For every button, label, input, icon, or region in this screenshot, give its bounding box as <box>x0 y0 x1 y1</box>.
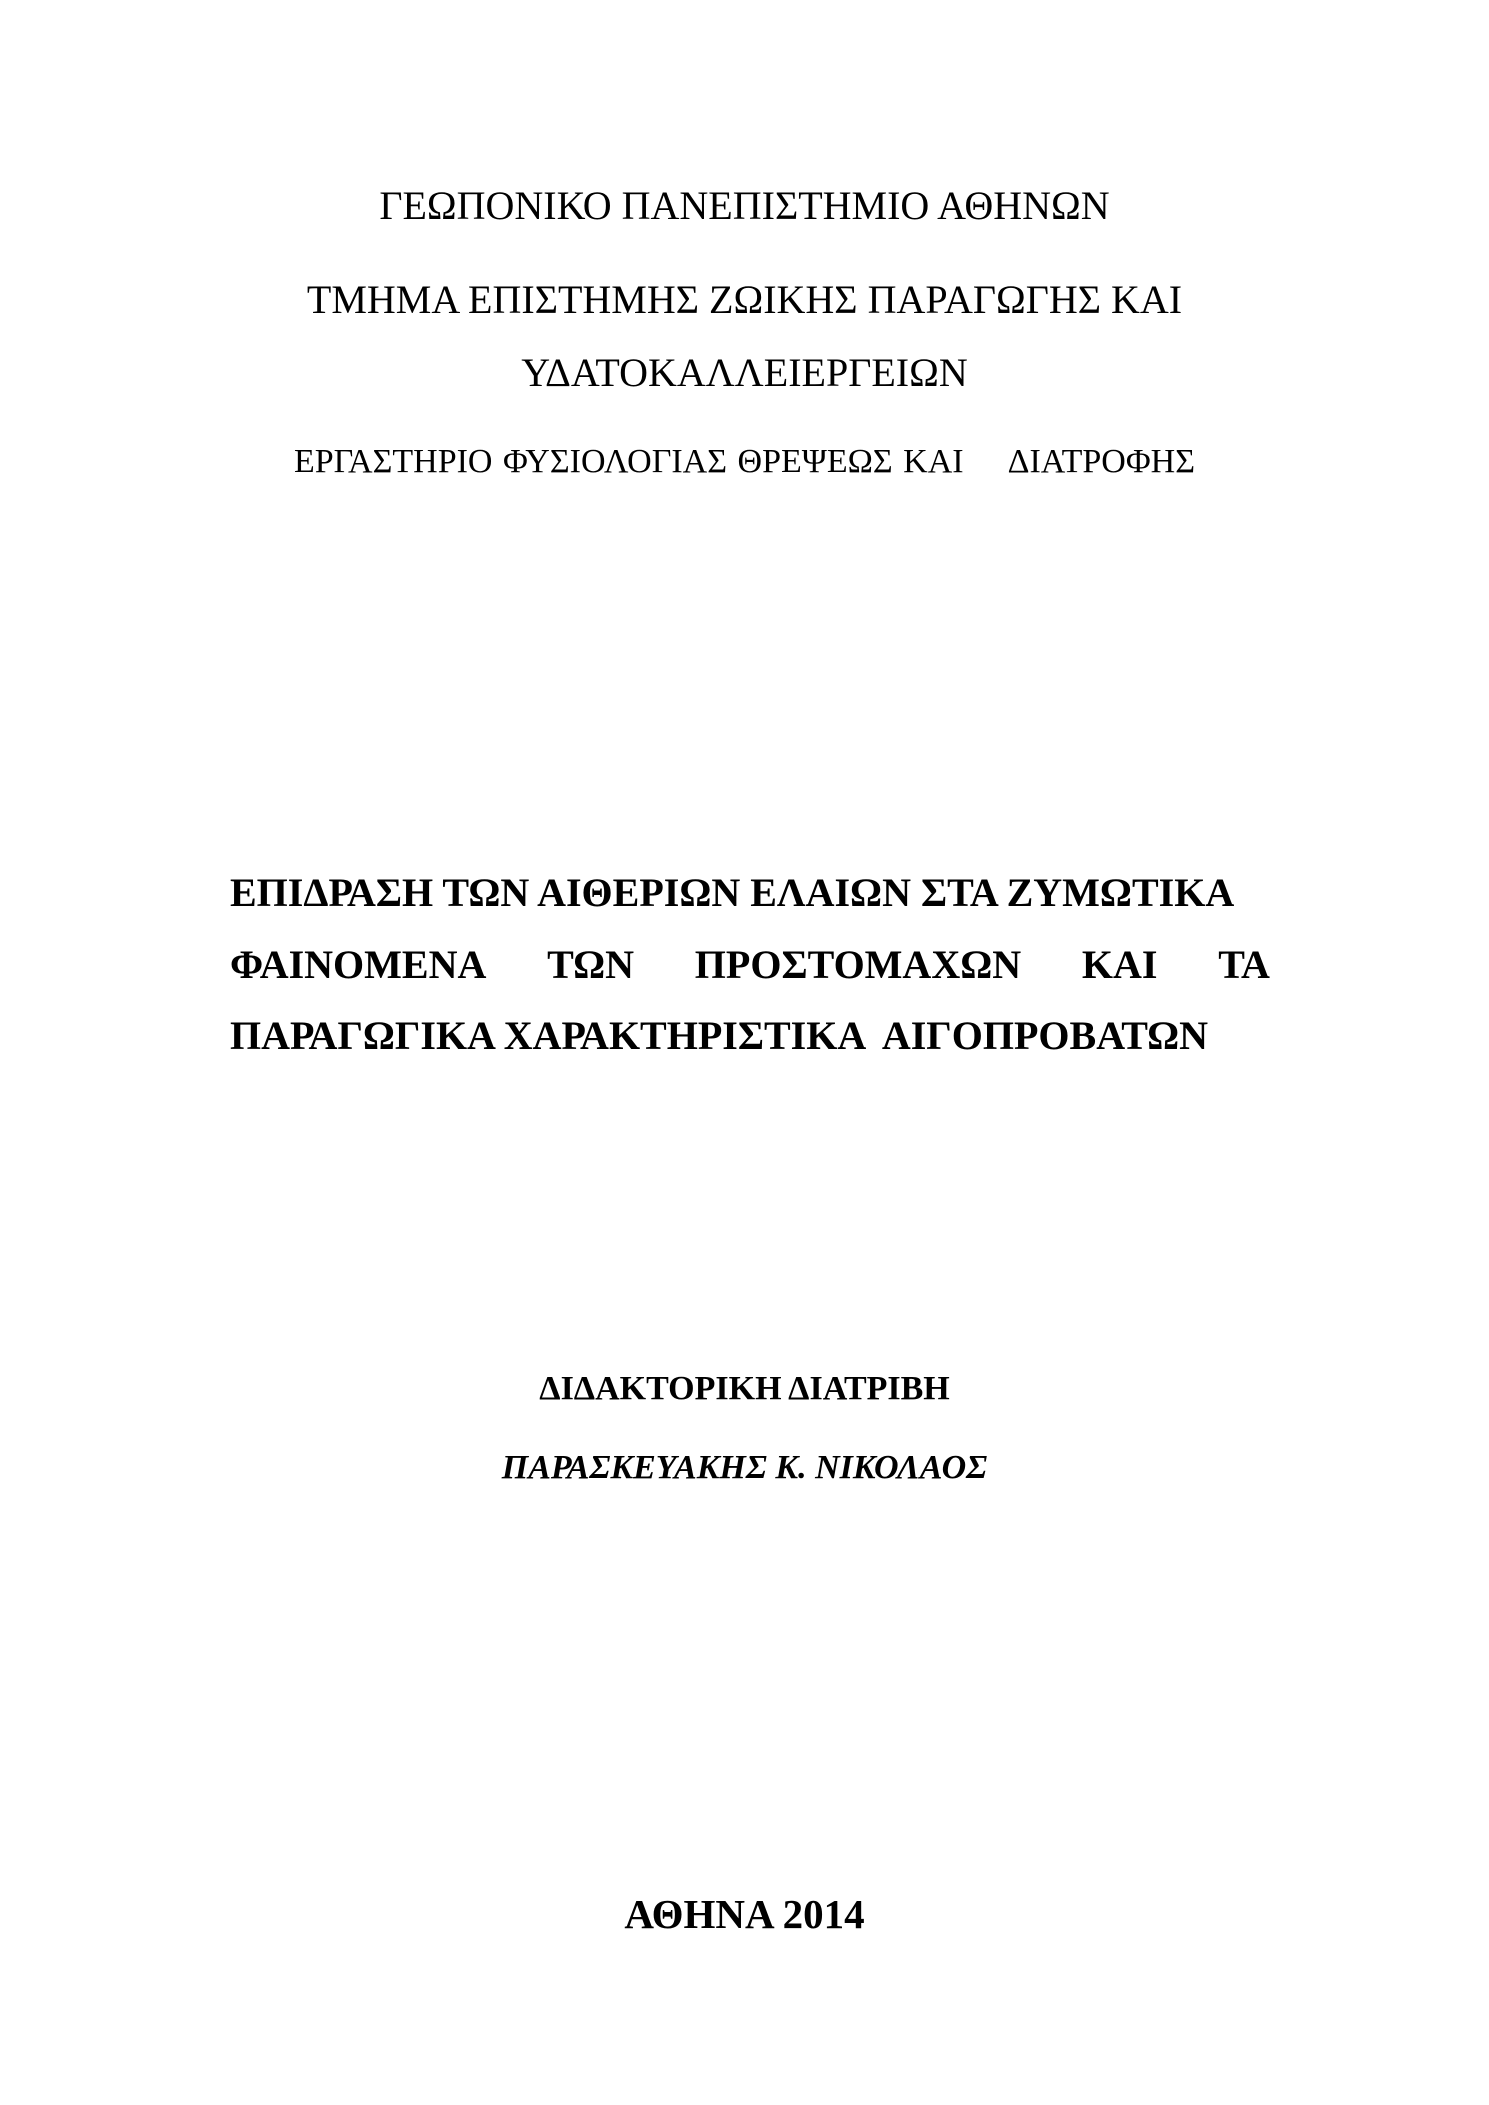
laboratory-name-part2: ΔΙΑΤΡΟΦΗΣ <box>1007 443 1196 480</box>
department-name-line1: ΤΜΗΜΑ ΕΠΙΣΤΗΜΗΣ ΖΩΙΚΗΣ ΠΑΡΑΓΩΓΗΣ ΚΑΙ <box>306 277 1183 322</box>
title-word: ΦΑΙΝΟΜΕΝΑ <box>230 942 487 987</box>
laboratory-name <box>0 445 1489 479</box>
university-name: ΓΕΩΠΟΝΙΚΟ ΠΑΝΕΠΙΣΤΗΜΙΟ ΑΘΗΝΩΝ <box>379 183 1110 228</box>
place-and-year: ΑΘΗΝΑ 2014 <box>624 1891 865 1937</box>
laboratory-name-part1: ΕΡΓΑΣΤΗΡΙΟ ΦΥΣΙΟΛΟΓΙΑΣ ΘΡΕΨΕΩΣ ΚΑΙ <box>293 443 964 480</box>
title-word: ΠΡΟΣΤΟΜΑΧΩΝ <box>694 942 1022 987</box>
thesis-type: ΔΙΔΑΚΤΟΡΙΚΗ ΔΙΑΤΡΙΒΗ <box>539 1370 950 1407</box>
thesis-title-line1: ΕΠΙΔΡΑΣΗ ΤΩΝ ΑΙΘΕΡΙΩΝ ΕΛΑΙΩΝ ΣΤΑ ΖΥΜΩΤΙΚΑ <box>230 870 1235 915</box>
author-name: ΠΑΡΑΣΚΕΥΑΚΗΣ Κ. ΝΙΚΟΛΑΟΣ <box>501 1449 988 1486</box>
title-word: ΤΩΝ <box>547 942 635 987</box>
title-word: ΤΑ <box>1218 942 1270 987</box>
title-word: ΚΑΙ <box>1081 942 1158 987</box>
thesis-title-line2 <box>230 942 1270 987</box>
department-name-line2: ΥΔΑΤΟΚΑΛΛΕΙΕΡΓΕΙΩΝ <box>521 350 968 395</box>
thesis-title-line3: ΠΑΡΑΓΩΓΙΚΑ ΧΑΡΑΚΤΗΡΙΣΤΙΚΑ ΑΙΓΟΠΡΟΒΑΤΩΝ <box>230 1013 1209 1058</box>
